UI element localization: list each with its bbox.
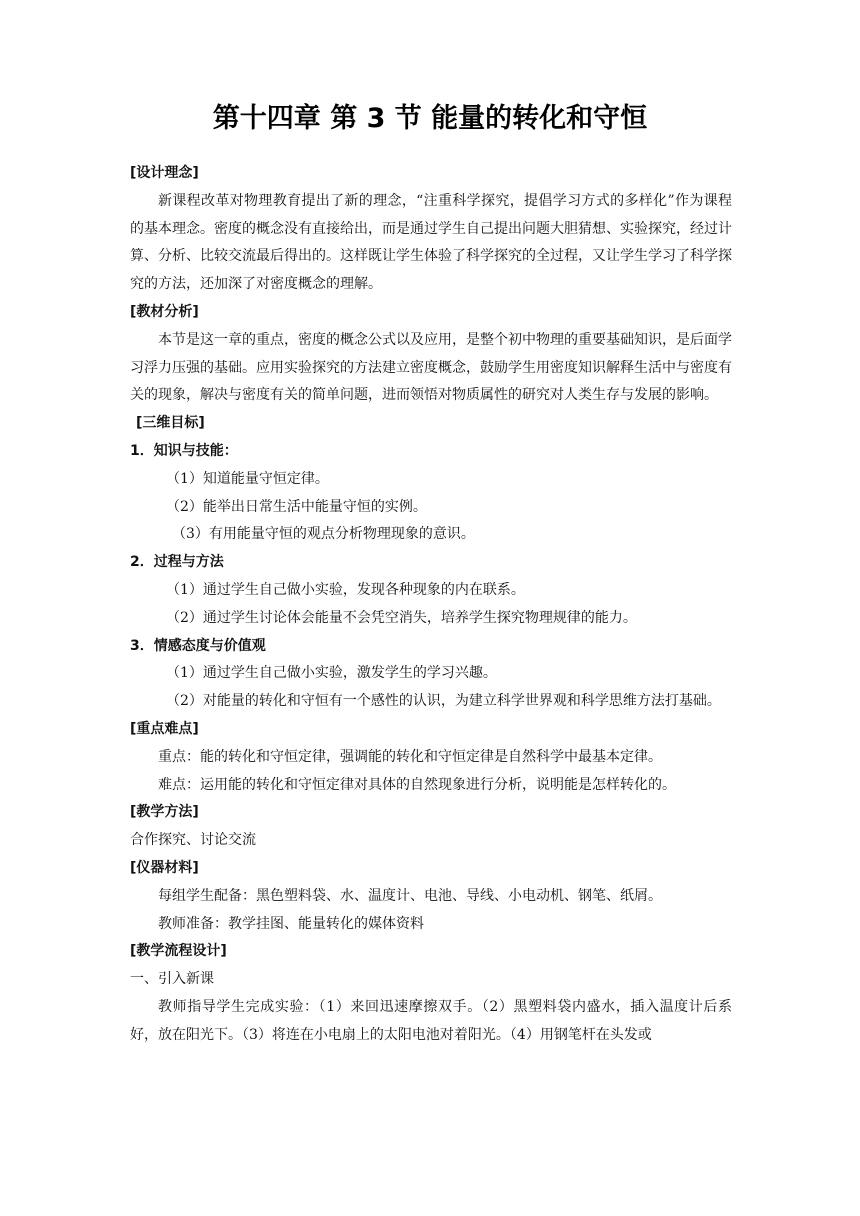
process-heading: [教学流程设计]: [130, 943, 227, 960]
page-title: 第十四章 第 3 节 能量的转化和守恒: [212, 103, 648, 134]
teacher-materials-text: 教师准备：教学挂图、能量转化的媒体资料: [158, 915, 424, 932]
process-text: 教师指导学生完成实验：（1）来回迅速摩擦双手。（2）黑塑料袋内盛水，插入温度计后系好，放在阳光下。（3）将连在小电扇上的太阳电池对着阳光。（4）用钢笔杆在头发或: [130, 998, 732, 1043]
materials-heading: [仪器材料]: [130, 859, 199, 876]
process-section-title: 一、引入新课: [130, 971, 214, 988]
objective-1-item: （3）有用能量守恒的观点分析物理现象的意识。: [172, 526, 475, 543]
objective-1-item: （1）知道能量守恒定律。: [166, 470, 329, 487]
objective-3-title: 3．情感态度与价值观: [130, 637, 266, 654]
objective-1-item: （2）能举出日常生活中能量守恒的实例。: [166, 498, 427, 515]
objective-2-title: 2．过程与方法: [130, 554, 224, 571]
difficulty-text: 难点：运用能的转化和守恒定律对具体的自然现象进行分析，说明能是怎样转化的。: [158, 776, 676, 793]
objective-3-item: （1）通过学生自己做小实验，激发学生的学习兴趣。: [166, 665, 497, 682]
material-analysis-text: 本节是这一章的重点，密度的概念公式以及应用，是整个初中物理的重要基础知识，是后面学习浮力压强的基础。应用实验探究的方法建立密度概念，鼓励学生用密度知识解释生活中与密度有关的现象，解决与密度有关的简单问题，进而领悟对物质属性的研究对人类生存与发展的影响。: [130, 331, 732, 404]
key-point-text: 重点：能的转化和守恒定律，强调能的转化和守恒定律是自然科学中最基本定律。: [158, 748, 662, 765]
methods-heading: [教学方法]: [130, 804, 199, 821]
objectives-heading: [三维目标]: [136, 415, 205, 432]
key-points-heading: [重点难点]: [130, 720, 199, 737]
objective-2-item: （2）通过学生讨论体会能量不会凭空消失，培养学生探究物理规律的能力。: [166, 609, 637, 626]
material-analysis-heading: [教材分析]: [130, 303, 199, 320]
objective-2-item: （1）通过学生自己做小实验，发现各种现象的内在联系。: [166, 581, 525, 598]
objective-3-item: （2）对能量的转化和守恒有一个感性的认识，为建立科学世界观和科学思维方法打基础。: [166, 693, 721, 710]
design-concept-heading: [设计理念]: [130, 165, 199, 181]
design-concept-text: 新课程改革对物理教育提出了新的理念，“注重科学探究，提倡学习方式的多样化”作为课程的基本理念。密度的概念没有直接给出，而是通过学生自己提出问题大胆猜想、实验探究，经过计算、分析、比较交流最后得出的。这样既让学生体验了科学探究的全过程，又让学生学习了科学探究的方法，还加深了对密度概念的理解。: [130, 192, 732, 293]
methods-text: 合作探究、讨论交流: [130, 832, 256, 849]
document-body: [130, 160, 732, 1050]
student-materials-text: 每组学生配备：黑色塑料袋、水、温度计、电池、导线、小电动机、钢笔、纸屑。: [158, 887, 662, 904]
objective-1-title: 1．知识与技能：: [130, 442, 238, 459]
